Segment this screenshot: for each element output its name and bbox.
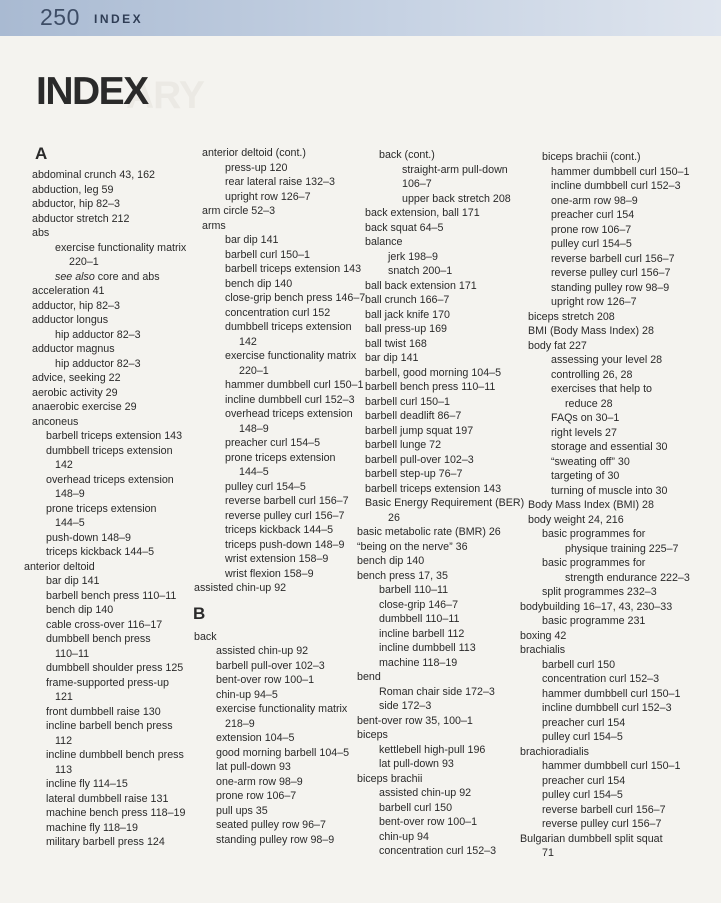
- index-entry: Basic Energy Requirement (BER): [365, 497, 525, 509]
- index-subentry: basic programmes for: [542, 557, 646, 569]
- index-subentry: basic programme 231: [542, 615, 646, 627]
- index-subentry: 142: [55, 459, 73, 471]
- index-subentry: pulley curl 154–5: [225, 480, 306, 493]
- index-subentry: 142: [239, 335, 257, 348]
- index-subentry: triceps kickback 144–5: [225, 524, 334, 536]
- index-subentry: reverse pulley curl 156–7: [225, 509, 345, 522]
- index-subentry: incline fly 114–15: [46, 778, 128, 790]
- index-subentry: exercise functionality matrix: [55, 241, 187, 254]
- index-subentry: extension 104–5: [216, 732, 295, 744]
- index-subentry: dumbbell shoulder press 125: [46, 662, 184, 674]
- index-subentry: exercises that help to: [551, 383, 652, 395]
- index-subentry: 148–9: [239, 422, 269, 435]
- index-subentry: one-arm row 98–9: [551, 194, 638, 207]
- index-subentry: physique training 225–7: [565, 542, 679, 555]
- index-subentry: hammer dumbbell curl 150–1: [542, 687, 681, 700]
- index-subentry: prone triceps extension: [225, 451, 336, 464]
- index-entry: barbell bench press 110–11: [365, 381, 496, 393]
- index-entry: adductor longus: [32, 314, 109, 326]
- index-subentry: bar dip 141: [225, 234, 279, 246]
- index-subentry: bench dip 140: [225, 277, 293, 290]
- index-entry: BMI (Body Mass Index) 28: [528, 325, 654, 337]
- index-entry: basic metabolic rate (BMR) 26: [357, 526, 501, 538]
- index-subentry: incline dumbbell bench press: [46, 749, 184, 761]
- index-subentry: chin-up 94–5: [216, 688, 278, 701]
- index-subentry: assessing your level 28: [551, 354, 663, 366]
- index-entry: adductor magnus: [32, 343, 115, 355]
- index-entry: body weight 24, 216: [528, 513, 624, 526]
- index-subentry: 218–9: [225, 717, 255, 730]
- index-subentry: reverse barbell curl 156–7: [225, 495, 349, 507]
- index-entry: Bulgarian dumbbell split squat: [520, 832, 663, 845]
- index-entry: barbell curl 150–1: [365, 395, 450, 408]
- index-subentry: controlling 26, 28: [551, 368, 633, 381]
- index-subentry: upper back stretch 208: [402, 192, 511, 205]
- index-subentry: preacher curl 154: [542, 716, 626, 729]
- index-entry: anaerobic exercise 29: [32, 401, 137, 413]
- index-subentry: concentration curl 152–3: [379, 845, 497, 857]
- index-subentry: reduce 28: [565, 397, 613, 410]
- index-entry: assisted chin-up 92: [194, 582, 287, 594]
- index-entry: barbell pull-over 102–3: [365, 453, 474, 466]
- index-subentry: assisted chin-up 92: [379, 787, 472, 799]
- index-subentry: preacher curl 154–5: [225, 437, 321, 449]
- index-subentry: 113: [55, 763, 73, 776]
- index-subentry: storage and essential 30: [551, 441, 668, 453]
- index-subentry: dumbbell triceps extension: [46, 444, 173, 457]
- index-subentry: turning of muscle into 30: [551, 484, 668, 497]
- index-subentry: good morning barbell 104–5: [216, 746, 350, 759]
- index-entry: anconeus: [32, 415, 79, 428]
- index-subentry: lat pull-down 93: [216, 761, 291, 773]
- index-entry: biceps: [357, 729, 388, 741]
- index-entry: barbell triceps extension 143: [365, 482, 502, 495]
- index-entry: ball back extension 171: [365, 279, 477, 292]
- index-subentry: 110–11: [55, 647, 90, 660]
- index-subentry: right levels 27: [551, 426, 617, 439]
- index-subentry: 148–9: [55, 488, 85, 500]
- index-subentry: frame-supported press-up: [46, 676, 169, 689]
- index-subentry: prone triceps extension: [46, 502, 157, 515]
- index-subentry: hammer dumbbell curl 150–1: [551, 165, 690, 178]
- index-subentry: cable cross-over 116–17: [46, 618, 163, 631]
- index-subentry: military barbell press 124: [46, 836, 165, 848]
- index-subentry: reverse pulley curl 156–7: [551, 267, 671, 279]
- index-subentry: machine fly 118–19: [46, 821, 138, 834]
- index-column-4: [520, 150, 715, 861]
- index-entry: bend: [357, 671, 381, 683]
- index-entry: arms: [202, 219, 226, 232]
- index-subentry: jerk 198–9: [388, 250, 438, 263]
- index-subentry: assisted chin-up 92: [216, 645, 309, 657]
- index-subentry: machine 118–19: [379, 656, 458, 669]
- index-subentry: dumbbell triceps extension: [225, 321, 352, 333]
- index-subentry: concentration curl 152–3: [542, 673, 660, 685]
- index-subentry: upright row 126–7: [225, 190, 311, 203]
- page-header: [0, 0, 721, 36]
- index-subentry: wrist flexion 158–9: [225, 567, 314, 580]
- running-head: INDEX: [94, 12, 144, 26]
- index-subentry: rear lateral raise 132–3: [225, 176, 335, 188]
- index-entry: abductor, hip 82–3: [32, 198, 120, 210]
- index-subentry: standing pulley row 98–9: [551, 281, 670, 294]
- letter-heading-a: A: [35, 144, 48, 163]
- index-subentry: front dumbbell raise 130: [46, 705, 161, 718]
- index-subentry: chin-up 94: [379, 830, 429, 843]
- index-subentry: reverse barbell curl 156–7: [551, 252, 675, 265]
- index-entry: bodybuilding 16–17, 43, 230–33: [520, 600, 673, 613]
- index-subentry: targeting of 30: [551, 470, 620, 482]
- index-subentry: pulley curl 154–5: [551, 238, 632, 250]
- index-entry: anterior deltoid (cont.): [202, 147, 306, 159]
- index-subentry: overhead triceps extension: [46, 473, 174, 486]
- index-subentry: barbell bench press 110–11: [46, 589, 177, 602]
- index-subentry: straight-arm pull-down: [402, 163, 508, 176]
- index-subentry: bench dip 140: [46, 604, 114, 616]
- index-entry: barbell step-up 76–7: [365, 468, 463, 480]
- index-subentry: lateral dumbbell raise 131: [46, 792, 169, 805]
- index-subentry: incline dumbbell curl 152–3: [542, 702, 672, 714]
- index-subentry: hip adductor 82–3: [55, 328, 141, 341]
- index-subentry: upright row 126–7: [551, 296, 637, 308]
- index-subentry: barbell 110–11: [379, 584, 449, 596]
- index-subentry: snatch 200–1: [388, 265, 453, 277]
- index-entry: “being on the nerve” 36: [357, 540, 468, 553]
- index-subentry: machine bench press 118–19: [46, 807, 186, 819]
- index-subentry: exercise functionality matrix: [216, 703, 348, 715]
- index-entry: bench press 17, 35: [357, 569, 448, 582]
- index-subentry: incline dumbbell curl 152–3: [551, 180, 681, 192]
- index-subentry: pulley curl 154–5: [542, 731, 623, 743]
- index-entry: Body Mass Index (BMI) 28: [528, 499, 654, 511]
- index-subentry: barbell curl 150: [379, 801, 453, 814]
- index-subentry: barbell triceps extension 143: [46, 430, 183, 442]
- index-subentry: biceps brachii (cont.): [542, 151, 641, 163]
- index-subentry: close-grip 146–7: [379, 598, 459, 611]
- index-subentry: hammer dumbbell curl 150–1: [225, 379, 364, 391]
- index-subentry: “sweating off” 30: [551, 455, 630, 468]
- index-entry: adductor, hip 82–3: [32, 299, 120, 312]
- index-subentry: exercise functionality matrix: [225, 350, 357, 362]
- index-subentry: 121: [55, 691, 73, 703]
- index-subentry: prone row 106–7: [216, 790, 297, 802]
- index-subentry: preacher curl 154: [551, 209, 635, 221]
- index-entry: abdominal crunch 43, 162: [32, 169, 155, 181]
- index-entry: barbell lunge 72: [365, 439, 442, 451]
- index-subentry: basic programmes for: [542, 528, 646, 540]
- index-entry: back extension, ball 171: [365, 207, 480, 219]
- index-subentry: incline barbell 112: [379, 627, 465, 640]
- index-subentry: see also core and abs: [55, 270, 160, 283]
- index-entry: back: [194, 630, 217, 643]
- index-subentry: incline dumbbell 113: [379, 642, 476, 654]
- index-subentry: lat pull-down 93: [379, 758, 454, 770]
- page-title: INDEX: [36, 70, 148, 113]
- index-subentry: dumbbell 110–11: [379, 613, 460, 625]
- index-subentry: triceps push-down 148–9: [225, 538, 345, 551]
- index-subentry: strength endurance 222–3: [565, 571, 690, 584]
- index-entry: ball crunch 166–7: [365, 294, 450, 306]
- index-subentry: back (cont.): [379, 149, 435, 161]
- index-entry: bench dip 140: [357, 555, 425, 567]
- index-subentry: push-down 148–9: [46, 531, 131, 544]
- index-subentry: prone row 106–7: [551, 223, 632, 236]
- index-subentry: triceps kickback 144–5: [46, 546, 155, 558]
- index-subentry: barbell curl 150–1: [225, 248, 310, 261]
- index-entry: abduction, leg 59: [32, 183, 114, 196]
- index-entry: barbell, good morning 104–5: [365, 366, 502, 379]
- index-entry: bent-over row 35, 100–1: [357, 714, 473, 727]
- index-entry: brachialis: [520, 644, 566, 656]
- index-column-2: [193, 146, 366, 847]
- index-subentry: barbell triceps extension 143: [225, 263, 362, 275]
- index-entry: body fat 227: [528, 339, 587, 352]
- index-entry: arm circle 52–3: [202, 205, 276, 217]
- index-entry: biceps stretch 208: [528, 310, 615, 323]
- index-entry: bar dip 141: [365, 352, 419, 364]
- index-subentry: hip adductor 82–3: [55, 357, 141, 370]
- index-subentry: barbell curl 150: [542, 658, 616, 671]
- index-subentry: concentration curl 152: [225, 306, 331, 319]
- index-subentry: 71: [542, 847, 554, 859]
- index-entry: anterior deltoid: [24, 560, 95, 573]
- index-entry: acceleration 41: [32, 285, 105, 297]
- index-subentry: 144–5: [239, 466, 269, 478]
- index-subentry: 26: [388, 511, 400, 524]
- index-subentry: incline barbell bench press: [46, 720, 173, 732]
- index-entry: balance: [365, 236, 403, 248]
- ghost-title: ARY: [126, 74, 204, 117]
- index-subentry: reverse pulley curl 156–7: [542, 818, 662, 830]
- index-entry: ball press-up 169: [365, 323, 447, 335]
- index-entry: aerobic activity 29: [32, 386, 118, 399]
- index-subentry: FAQs on 30–1: [551, 412, 620, 424]
- index-subentry: overhead triceps extension: [225, 408, 353, 420]
- index-subentry: wrist extension 158–9: [225, 553, 329, 565]
- index-subentry: 220–1: [69, 256, 99, 268]
- letter-heading-b: B: [193, 603, 206, 623]
- index-subentry: incline dumbbell curl 152–3: [225, 393, 355, 406]
- index-subentry: close-grip bench press 146–7: [225, 292, 366, 304]
- index-entry: ball twist 168: [365, 337, 427, 350]
- index-entry: advice, seeking 22: [32, 372, 121, 384]
- index-subentry: reverse barbell curl 156–7: [542, 803, 666, 816]
- index-entry: abs: [32, 227, 50, 239]
- index-entry: abductor stretch 212: [32, 212, 130, 225]
- index-column-1: [24, 144, 199, 850]
- index-subentry: split programmes 232–3: [542, 586, 657, 598]
- index-subentry: 106–7: [402, 178, 432, 190]
- index-subentry: kettlebell high-pull 196: [379, 743, 486, 756]
- index-entry: back squat 64–5: [365, 221, 444, 234]
- index-subentry: press-up 120: [225, 161, 288, 174]
- index-subentry: pulley curl 154–5: [542, 789, 623, 801]
- index-subentry: seated pulley row 96–7: [216, 819, 326, 831]
- index-subentry: preacher curl 154: [542, 774, 626, 787]
- index-entry: barbell jump squat 197: [365, 424, 474, 437]
- index-subentry: 144–5: [55, 517, 85, 529]
- index-subentry: one-arm row 98–9: [216, 775, 303, 788]
- index-subentry: 220–1: [239, 364, 269, 377]
- index-subentry: Roman chair side 172–3: [379, 685, 495, 698]
- index-entry: barbell deadlift 86–7: [365, 410, 462, 422]
- page-number: 250: [40, 4, 80, 30]
- index-subentry: barbell pull-over 102–3: [216, 659, 325, 672]
- index-subentry: bent-over row 100–1: [216, 674, 315, 686]
- index-subentry: standing pulley row 98–9: [216, 833, 335, 846]
- index-subentry: bent-over row 100–1: [379, 816, 478, 828]
- index-subentry: side 172–3: [379, 700, 432, 712]
- index-entry: biceps brachii: [357, 772, 423, 785]
- index-subentry: pull ups 35: [216, 804, 268, 817]
- index-subentry: bar dip 141: [46, 575, 100, 587]
- index-entry: ball jack knife 170: [365, 308, 450, 321]
- index-subentry: dumbbell bench press: [46, 633, 151, 645]
- index-entry: brachioradialis: [520, 745, 589, 758]
- index-column-3: [357, 148, 525, 859]
- index-subentry: hammer dumbbell curl 150–1: [542, 760, 681, 772]
- index-subentry: 112: [55, 734, 73, 747]
- index-entry: boxing 42: [520, 629, 567, 642]
